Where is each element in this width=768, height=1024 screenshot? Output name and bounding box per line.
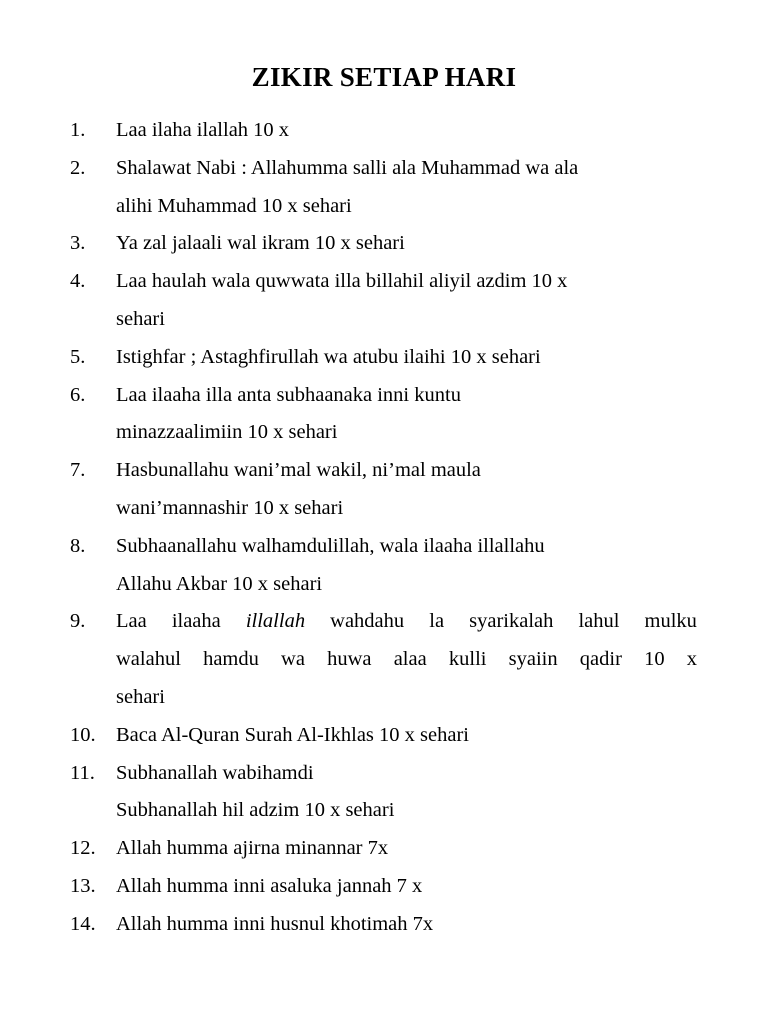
item-line-justified bbox=[116, 641, 697, 679]
word: syaiin bbox=[508, 648, 558, 671]
item-text bbox=[116, 830, 697, 868]
word: walahul bbox=[116, 648, 181, 671]
item-line: Allahu Akbar 10 x sehari bbox=[116, 572, 323, 595]
item-line-justified bbox=[116, 603, 697, 641]
word: 10 bbox=[644, 648, 665, 671]
list-item-4 bbox=[70, 263, 697, 339]
item-line: sehari bbox=[116, 685, 165, 708]
word: hamdu bbox=[203, 648, 259, 671]
item-number: 11. bbox=[70, 761, 95, 784]
item-number: 10. bbox=[70, 723, 96, 746]
list-item-9 bbox=[70, 603, 697, 716]
item-number: 9. bbox=[70, 610, 86, 633]
item-number: 1. bbox=[70, 119, 86, 141]
item-number: 3. bbox=[70, 232, 86, 255]
item-text bbox=[116, 112, 697, 150]
item-line: wani’mannashir 10 x sehari bbox=[116, 496, 344, 519]
item-number: 14. bbox=[70, 912, 96, 935]
item-number: 12. bbox=[70, 837, 96, 860]
list-item-11 bbox=[70, 755, 697, 831]
word: wa bbox=[281, 648, 305, 671]
word: Laa bbox=[116, 610, 147, 633]
list-item-12 bbox=[70, 830, 697, 868]
item-number: 7. bbox=[70, 459, 86, 482]
list-item-10 bbox=[70, 717, 697, 755]
word: huwa bbox=[327, 648, 372, 671]
item-text bbox=[116, 717, 697, 755]
item-number: 6. bbox=[70, 383, 86, 406]
item-number: 8. bbox=[70, 534, 86, 557]
item-line: Subhaanallahu walhamdulillah, wala ilaaha illallahu bbox=[116, 534, 545, 557]
item-line: Laa haulah wala quwwata illa billahil aliyil azdim 10 x bbox=[116, 270, 568, 293]
item-line: Allah humma inni husnul khotimah 7x bbox=[116, 912, 434, 935]
item-number: 4. bbox=[70, 270, 86, 293]
item-text bbox=[116, 150, 697, 226]
item-number: 2. bbox=[70, 156, 86, 179]
list-item-6 bbox=[70, 377, 697, 453]
list-item-2 bbox=[70, 150, 697, 226]
word: wahdahu bbox=[330, 610, 405, 633]
word: syarikalah bbox=[469, 610, 554, 633]
item-line: sehari bbox=[116, 307, 165, 330]
list-item-5 bbox=[70, 339, 697, 377]
word: mulku bbox=[644, 610, 697, 633]
list-item-7 bbox=[70, 452, 697, 528]
item-text bbox=[116, 377, 697, 453]
item-line: alihi Muhammad 10 x sehari bbox=[116, 194, 352, 217]
item-line: Laa ilaha ilallah 10 x bbox=[116, 119, 290, 141]
item-text bbox=[116, 868, 697, 906]
list-item-8 bbox=[70, 528, 697, 604]
list-item-1 bbox=[70, 112, 697, 150]
word: alaa bbox=[393, 648, 427, 671]
item-number: 5. bbox=[70, 345, 86, 368]
document-title: ZIKIR SETIAP HARI bbox=[251, 62, 517, 92]
list-item-3 bbox=[70, 225, 697, 263]
item-number: 13. bbox=[70, 874, 96, 897]
item-text bbox=[116, 528, 697, 604]
word: x bbox=[686, 648, 697, 671]
word: la bbox=[429, 610, 445, 633]
item-line: Allah humma inni asaluka jannah 7 x bbox=[116, 874, 423, 897]
item-text bbox=[116, 263, 697, 339]
item-line: Subhanallah hil adzim 10 x sehari bbox=[116, 799, 395, 822]
item-line: Laa ilaaha illa anta subhaanaka inni kuntu bbox=[116, 383, 461, 406]
item-line: Allah humma ajirna minannar 7x bbox=[116, 837, 389, 860]
item-text bbox=[116, 452, 697, 528]
item-text bbox=[116, 225, 697, 263]
word: lahul bbox=[578, 610, 620, 633]
item-line: Shalawat Nabi : Allahumma salli ala Muhammad wa ala bbox=[116, 156, 579, 179]
item-line: Subhanallah wabihamdi bbox=[116, 761, 314, 784]
item-text bbox=[116, 755, 697, 831]
word-italic: illallah bbox=[245, 610, 306, 633]
word: ilaaha bbox=[171, 610, 221, 633]
list-item-14 bbox=[70, 906, 697, 944]
item-line: Baca Al-Quran Surah Al-Ikhlas 10 x sehari bbox=[116, 723, 469, 746]
item-text bbox=[116, 906, 697, 944]
item-line: minazzaalimiin 10 x sehari bbox=[116, 421, 338, 444]
item-line: Hasbunallahu wani’mal wakil, ni’mal maula bbox=[116, 459, 481, 482]
item-line: Ya zal jalaali wal ikram 10 x sehari bbox=[116, 232, 405, 255]
list-item-13 bbox=[70, 868, 697, 906]
item-line: Istighfar ; Astaghfirullah wa atubu ilaihi 10 x sehari bbox=[116, 345, 541, 368]
word: kulli bbox=[448, 648, 487, 671]
word: qadir bbox=[579, 648, 622, 671]
item-text bbox=[116, 339, 697, 377]
item-text bbox=[116, 603, 697, 716]
zikir-list bbox=[70, 112, 697, 944]
